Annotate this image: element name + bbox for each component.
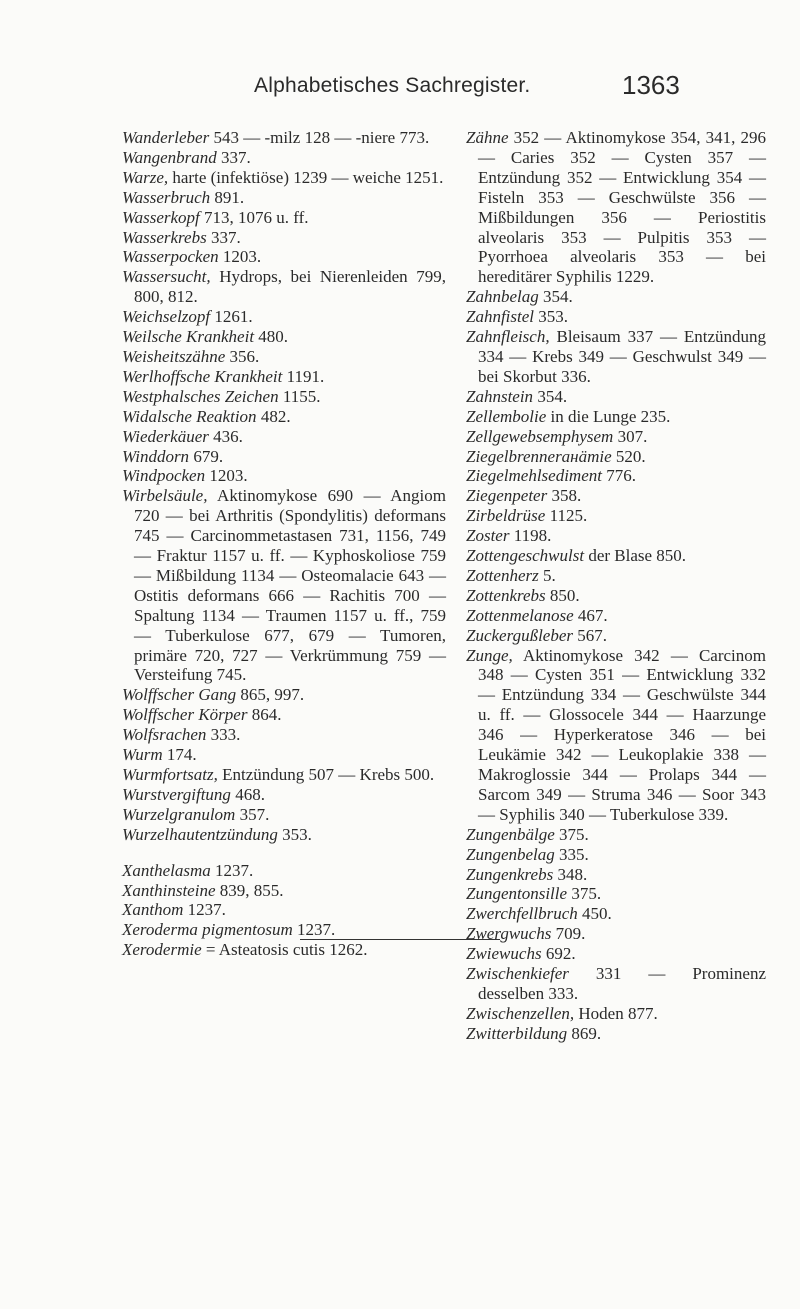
index-entry bbox=[122, 367, 446, 387]
index-term: Widalsche Reaktion bbox=[122, 406, 257, 426]
right-column bbox=[466, 128, 766, 1044]
index-term: Weichselzopf bbox=[122, 307, 211, 327]
index-references: 679. bbox=[189, 446, 224, 466]
index-references: Entzündung 507 — Krebs 500. bbox=[217, 765, 435, 784]
index-term: Wolffscher Körper bbox=[122, 705, 248, 725]
index-entry bbox=[466, 586, 766, 606]
index-term: Wurzelgranulom bbox=[122, 804, 236, 824]
page-title: Alphabetisches Sachregister. bbox=[254, 74, 531, 97]
index-term: Zwiewuchs bbox=[466, 944, 542, 964]
index-references: 869. bbox=[567, 1023, 602, 1043]
index-term: Wolffscher Gang bbox=[122, 685, 237, 705]
index-entry bbox=[122, 168, 446, 188]
index-references: 353. bbox=[534, 307, 569, 327]
index-references: harte (infektiöse) 1239 — weiche 1251. bbox=[168, 167, 444, 187]
index-references: 1198. bbox=[509, 526, 552, 546]
index-entry bbox=[466, 924, 766, 944]
index-references: 331 — Prominenz desselben 333. bbox=[478, 964, 766, 1003]
index-references: 375. bbox=[567, 884, 602, 904]
index-term: Wasserkopf bbox=[122, 207, 200, 227]
index-references: 839, 855. bbox=[215, 880, 284, 900]
index-references: 1237. bbox=[210, 860, 254, 880]
index-entry bbox=[122, 745, 446, 765]
index-references: 864. bbox=[247, 705, 282, 725]
index-entry bbox=[466, 825, 766, 845]
index-term: Zwerchfellbruch bbox=[466, 904, 578, 924]
index-term: Wurzelhautentzündung bbox=[122, 824, 278, 844]
index-term: Wasserpocken bbox=[122, 247, 219, 267]
index-entry bbox=[122, 466, 446, 486]
index-entry bbox=[466, 865, 766, 885]
index-term: Zahnstein bbox=[466, 386, 534, 406]
index-references: 354. bbox=[538, 287, 573, 307]
left-column bbox=[122, 128, 446, 960]
index-references: in die Lunge 235. bbox=[546, 406, 671, 426]
index-term: Wurmfortsatz, bbox=[122, 765, 218, 784]
index-references: 1191. bbox=[282, 366, 325, 386]
index-references: 358. bbox=[547, 486, 582, 506]
index-entry bbox=[466, 1024, 766, 1044]
index-term: Zahnfleisch, bbox=[466, 327, 550, 347]
index-term: Zottenkrebs bbox=[466, 585, 546, 605]
index-term: Ziegelbrennerанämie bbox=[466, 446, 612, 466]
index-references: 709. bbox=[551, 924, 586, 944]
index-entry bbox=[466, 447, 766, 467]
index-term: Zungenkrebs bbox=[466, 864, 554, 884]
index-term: Windpocken bbox=[122, 466, 206, 486]
index-entry bbox=[122, 900, 446, 920]
index-references: Hoden 877. bbox=[574, 1003, 658, 1023]
index-references: 356. bbox=[225, 346, 260, 366]
index-entry bbox=[466, 526, 766, 546]
index-entry bbox=[122, 725, 446, 745]
index-references: 353. bbox=[277, 824, 312, 844]
index-references: 1125. bbox=[545, 506, 588, 526]
index-term: Wangenbrand bbox=[122, 147, 217, 167]
index-references: 467. bbox=[573, 605, 608, 625]
index-entry bbox=[466, 427, 766, 447]
index-entry bbox=[122, 148, 446, 168]
index-references: 5. bbox=[538, 565, 556, 585]
index-references: 776. bbox=[601, 466, 636, 486]
index-references: der Blase 850. bbox=[584, 546, 687, 566]
index-term: Zottenmelanose bbox=[466, 605, 574, 625]
index-references: 891. bbox=[210, 187, 245, 207]
index-term: Westphalsches Zeichen bbox=[122, 386, 279, 406]
index-term: Warze, bbox=[122, 167, 169, 187]
index-entry bbox=[466, 307, 766, 327]
index-entry bbox=[466, 486, 766, 506]
page-number: 1363 bbox=[622, 70, 680, 100]
index-term: Wurstvergiftung bbox=[122, 784, 231, 804]
index-term: Ziegelmehlsediment bbox=[466, 466, 602, 486]
index-term: Wurm bbox=[122, 745, 163, 765]
index-references: 480. bbox=[254, 327, 289, 347]
index-references: 174. bbox=[162, 745, 197, 765]
index-term: Wasserkrebs bbox=[122, 227, 207, 247]
index-term: Zwergwuchs bbox=[466, 924, 552, 944]
index-term: Zirbeldrüse bbox=[466, 506, 546, 526]
index-entry bbox=[466, 646, 766, 825]
index-references: 375. bbox=[554, 824, 589, 844]
index-references: 1155. bbox=[278, 386, 321, 406]
index-term: Xanthinsteine bbox=[122, 880, 216, 900]
index-term: Ziegenpeter bbox=[466, 486, 548, 506]
index-entry bbox=[122, 347, 446, 367]
index-references: 1237. bbox=[292, 920, 336, 940]
index-entry bbox=[122, 825, 446, 845]
index-references: 1203. bbox=[218, 247, 262, 267]
index-entry bbox=[122, 447, 446, 467]
index-entry bbox=[466, 964, 766, 1004]
index-entry bbox=[466, 387, 766, 407]
index-term: Zottengeschwulst bbox=[466, 546, 585, 566]
index-references: 520. bbox=[611, 446, 646, 466]
index-references: 567. bbox=[573, 625, 608, 645]
index-references: 436. bbox=[208, 426, 243, 446]
index-references: Bleisaum 337 — Entzündung 334 — Krebs 349 — Geschwulst 349 — bei Skorbut 336. bbox=[478, 327, 766, 386]
index-entry bbox=[466, 606, 766, 626]
index-entry bbox=[466, 904, 766, 924]
index-entry bbox=[466, 407, 766, 427]
index-term: Zahnfistel bbox=[466, 307, 535, 327]
index-entry bbox=[122, 228, 446, 248]
index-entry bbox=[466, 546, 766, 566]
index-term: Wasserbruch bbox=[122, 187, 211, 207]
index-term: Wanderleber bbox=[122, 128, 210, 147]
index-entry bbox=[122, 486, 446, 685]
index-term: Wassersucht, bbox=[122, 267, 211, 287]
index-entry bbox=[122, 785, 446, 805]
index-entry bbox=[122, 765, 446, 785]
index-entry bbox=[122, 327, 446, 347]
index-term: Xeroderma pigmentosum bbox=[122, 920, 293, 940]
index-references: 348. bbox=[553, 864, 588, 884]
index-entry bbox=[466, 287, 766, 307]
index-entry bbox=[122, 705, 446, 725]
index-references: 468. bbox=[230, 784, 265, 804]
index-term: Wolfsrachen bbox=[122, 725, 207, 745]
index-term: Xerodermie bbox=[122, 940, 202, 960]
index-term: Zellembolie bbox=[466, 406, 547, 426]
index-references: 357. bbox=[235, 804, 270, 824]
index-term: Xanthom bbox=[122, 900, 184, 920]
index-term: Zungenbälge bbox=[466, 824, 555, 844]
index-entry bbox=[122, 247, 446, 267]
index-references: Hydrops, bei Nierenleiden 799, 800, 812. bbox=[134, 267, 446, 307]
index-entry bbox=[122, 940, 446, 960]
index-term: Xanthelasma bbox=[122, 860, 211, 880]
index-references: 1203. bbox=[205, 466, 248, 486]
index-entry bbox=[466, 884, 766, 904]
index-entry bbox=[122, 861, 446, 881]
index-term: Zwitterbildung bbox=[466, 1023, 568, 1043]
index-references: 1261. bbox=[210, 307, 253, 327]
index-entry bbox=[122, 881, 446, 901]
index-entry bbox=[122, 128, 446, 148]
index-term: Weisheitszähne bbox=[122, 346, 226, 366]
index-term: Zoster bbox=[466, 526, 510, 546]
index-entry bbox=[466, 506, 766, 526]
index-entry bbox=[122, 427, 446, 447]
index-entry bbox=[466, 128, 766, 287]
index-entry bbox=[122, 920, 446, 940]
index-entry bbox=[122, 805, 446, 825]
index-entry bbox=[122, 267, 446, 307]
index-term: Zuckergußleber bbox=[466, 625, 574, 645]
index-entry bbox=[466, 327, 766, 387]
index-references: 865, 997. bbox=[236, 685, 305, 705]
index-term: Weilsche Krankheit bbox=[122, 327, 255, 347]
index-references: Aktinomykose 690 — Angiom 720 — bei Arthritis (Spondylitis) deformans 745 — Carcinommetastasen 731, 1156, 749 — Fraktur 1157 u. ff. — Kyphoskoliose 759 — Mißbildung 1134 — Osteomalacie 643 — Ostitis deformans 666 — Rachitis 700 — Spaltung 1134 — Traumen 1157 u. ff., 759 — Tuberkulose 677, 679 — Tumoren, primäre 720, 727 — Verkrümmung 759 — Versteifung 745. bbox=[134, 486, 446, 685]
index-references: 1237. bbox=[183, 900, 226, 920]
index-entry bbox=[122, 208, 446, 228]
index-references: 450. bbox=[577, 904, 612, 924]
index-references: 352 — Aktinomykose 354, 341, 296 — Caries 352 — Cysten 357 — Entzündung 352 — Entwicklung 354 — Fisteln 353 — Geschwülste 356 — Mißbildungen 356 — Periostitis alveolaris 353 — Pulpitis 353 — Pyorrhoea alveolaris 353 — bei hereditärer Syphilis 1229. bbox=[478, 128, 766, 287]
index-references: 337. bbox=[206, 227, 241, 247]
index-entry bbox=[122, 307, 446, 327]
index-term: Zahnbelag bbox=[466, 287, 539, 307]
index-term: Zunge, bbox=[466, 645, 513, 665]
index-term: Winddorn bbox=[122, 446, 190, 466]
index-references: = Asteatosis cutis 1262. bbox=[201, 940, 368, 960]
index-entry bbox=[122, 387, 446, 407]
index-term: Zungenbelag bbox=[466, 844, 555, 864]
index-references: 307. bbox=[613, 426, 648, 446]
index-entry bbox=[122, 407, 446, 427]
index-references: 354. bbox=[533, 386, 568, 406]
index-references: 543 — -milz 128 — -niere 773. bbox=[209, 128, 430, 147]
index-entry bbox=[122, 685, 446, 705]
index-term: Wirbelsäule, bbox=[122, 486, 208, 506]
index-term: Zähne bbox=[466, 128, 509, 147]
index-references: 482. bbox=[256, 406, 291, 426]
index-entry bbox=[466, 944, 766, 964]
end-rule bbox=[300, 939, 500, 940]
index-term: Zwischenkiefer bbox=[466, 964, 569, 984]
index-references: 692. bbox=[541, 944, 576, 964]
index-entry bbox=[466, 845, 766, 865]
index-references: 850. bbox=[545, 585, 580, 605]
index-term: Zwischenzellen, bbox=[466, 1003, 575, 1023]
index-entry bbox=[466, 626, 766, 646]
index-term: Zungentonsille bbox=[466, 884, 568, 904]
index-references: 713, 1076 u. ff. bbox=[199, 207, 309, 227]
index-entry bbox=[122, 188, 446, 208]
index-references: 335. bbox=[554, 844, 589, 864]
index-entry bbox=[466, 1004, 766, 1024]
page-header bbox=[0, 70, 800, 106]
index-entry bbox=[466, 566, 766, 586]
index-term: Wiederkäuer bbox=[122, 426, 209, 446]
index-references: Aktinomykose 342 — Carcinom 348 — Cysten 351 — Entwicklung 332 — Entzündung 334 — Geschwülste 344 u. ff. — Glossocele 344 — Haarzunge 346 — Hyperkeratose 346 — bei Leukämie 342 — Leukoplakie 338 — Makroglossie 344 — Prolaps 344 — Sarcom 349 — Struma 346 — Soor 343 — Syphilis 340 — Tuberkulose 339. bbox=[478, 645, 766, 824]
index-term: Zellgewebsemphysem bbox=[466, 426, 614, 446]
index-references: 337. bbox=[216, 147, 251, 167]
index-term: Zottenherz bbox=[466, 565, 539, 585]
index-term: Werlhoffsche Krankheit bbox=[122, 366, 283, 386]
index-references: 333. bbox=[206, 725, 241, 745]
index-entry bbox=[466, 466, 766, 486]
